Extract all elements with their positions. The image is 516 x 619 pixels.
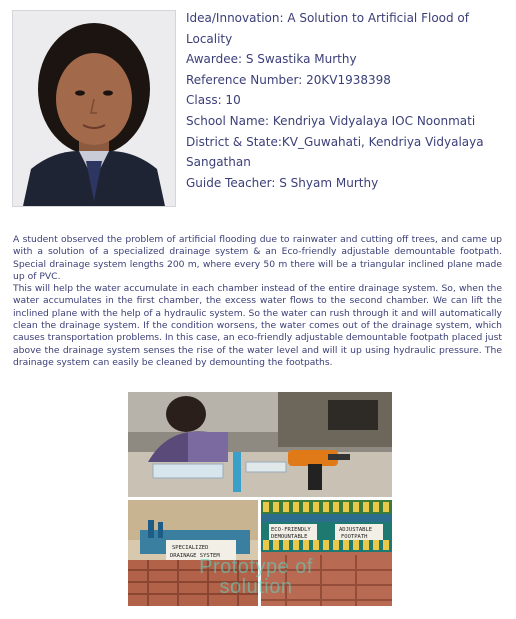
idea-title: Idea/Innovation: A Solution to Artificial Flood of: [186, 11, 470, 25]
class-info: Class: 10: [186, 93, 241, 108]
district-state-continued: Sangathan: [186, 155, 251, 170]
prototype-workshop-photo: [128, 392, 392, 497]
reference-number: Reference Number: 20KV1938398: [186, 72, 391, 87]
description-paragraph-1: A student observed the problem of artificial flooding due to rainwater and cutting off trees, and came up with a solution of a specialized drainage system & an Eco-friendly adjustable demountable footpath. Special drainage system lengths 200 m, where every 50 m there will be a triangular inclined plane made up of PVC.: [13, 234, 502, 282]
innovation-description: [13, 234, 502, 369]
watermark-line-1: Prototype of: [199, 556, 313, 578]
specialized-drainage-label: SPECIALIZED: [172, 545, 209, 551]
awardee-name: Awardee: S Swastika Murthy: [186, 52, 357, 67]
guide-teacher: Guide Teacher: S Shyam Murthy: [186, 175, 379, 190]
description-paragraph-2: This will help the water accumulate in each chamber instead of the entire drainage system. So, when the water accumulates in the first chamber, the excess water flows to the second chamber. We can lift the inclined plane with the help of a hydraulic system. So the water can rush through it and will automatically clean the drainage system. If the condition worsens, the water comes out of the drainage system, which causes transportation problems. In this case, an eco-friendly adjustable demountable footpath placed just above the drainage system senses the rise of the water level and will it up using hydraulic pressure. The drainage system can easily be cleaned by demounting the footpaths.: [13, 283, 502, 368]
footpath-label: FOOTPATH: [341, 534, 368, 540]
school-name: School Name: Kendriya Vidyalaya IOC Noonmati: [186, 113, 476, 128]
prototype-watermark: [176, 557, 336, 597]
specialized-drainage-label-line2: DRAINAGE SYSTEM: [170, 553, 220, 559]
awardee-portrait: [12, 10, 176, 207]
idea-title-continued: Locality: [186, 31, 233, 46]
eco-friendly-label: ECO-FRIENDLY: [271, 527, 311, 533]
award-details: [186, 8, 506, 193]
adjustable-label: ADJUSTABLE: [339, 527, 373, 533]
watermark-line-2: solution: [219, 576, 293, 598]
district-state: District & State:KV_Guwahati, Kendriya Vidyalaya: [186, 134, 484, 149]
demountable-label: DEMOUNTABLE: [271, 534, 308, 540]
